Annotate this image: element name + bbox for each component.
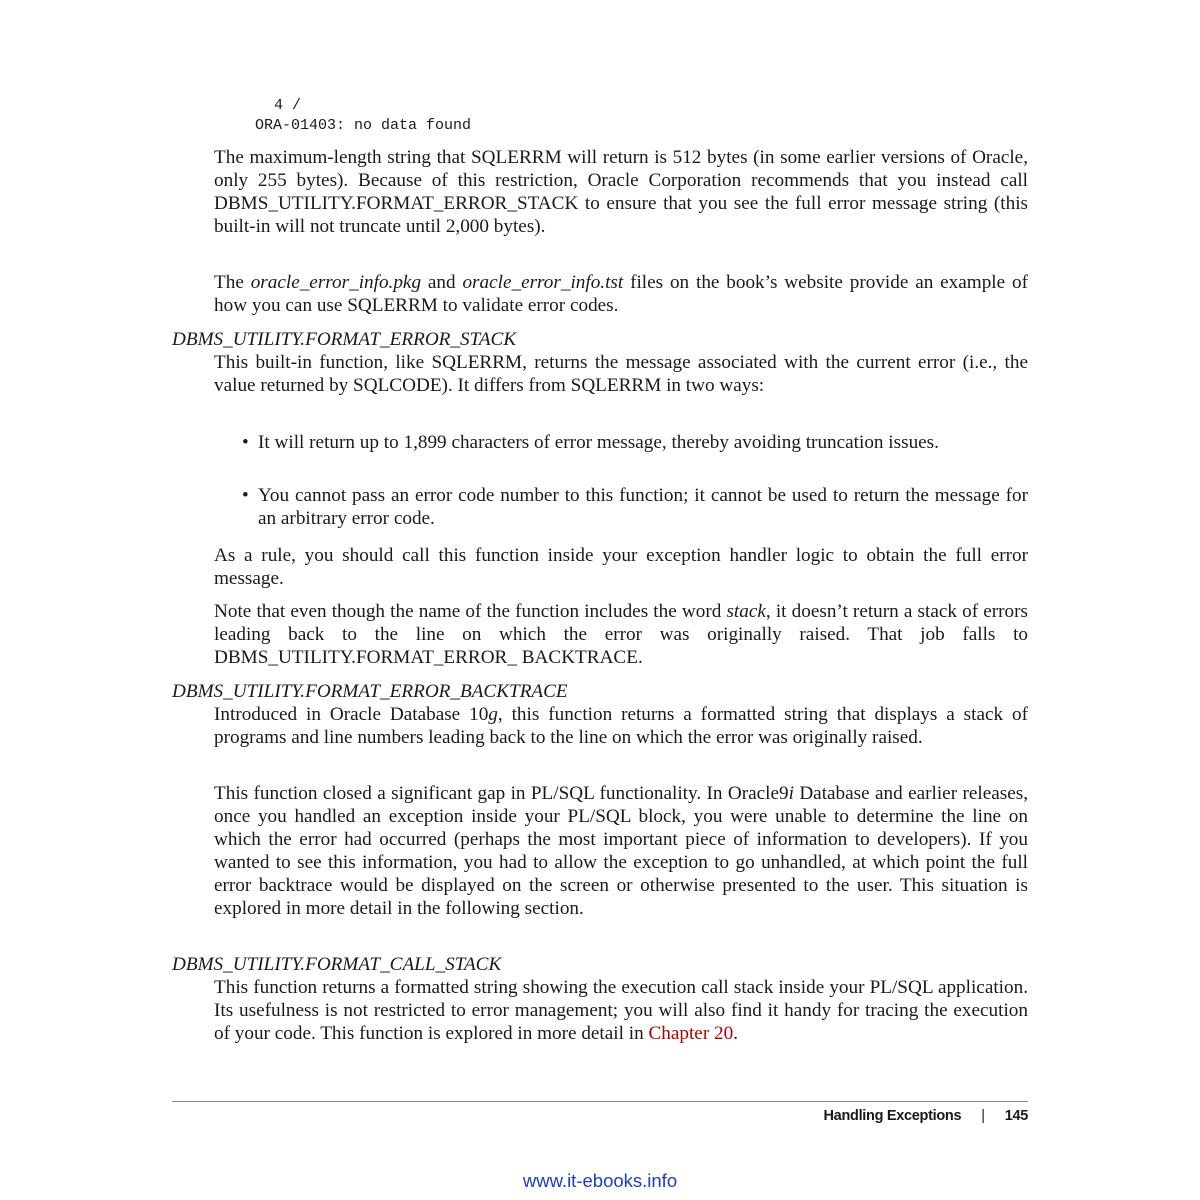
text-span: Database and earlier releases, once you handled an exception inside your PL/SQL block, you were unable to determine the line on which the error had occurred (perhaps the most important piece of information to developers). If you wanted to see this information, you had to allow the exception to go unhandled, at which point the full error backtrace would be displayed on the screen or otherwise presented to the user. This situation is explored in more detail in the following section. <box>214 783 1028 919</box>
term-format-error-stack: DBMS_UTILITY.FORMAT_ERROR_STACK <box>172 329 517 350</box>
error-stack-paragraph-2: As a rule, you should call this function inside your exception handler logic to obtain the full error message. <box>214 545 1028 589</box>
error-stack-paragraph-3 <box>214 600 1028 669</box>
chapter-20-link[interactable]: Chapter 20 <box>648 1023 734 1044</box>
backtrace-paragraph-1 <box>214 703 1028 749</box>
text-span: Introduced in Oracle Database 10 <box>214 704 489 725</box>
bullet-item-2 <box>242 484 1028 530</box>
text-span: and <box>421 272 463 293</box>
text-span: , this function returns a formatted string that displays a stack of programs and line numbers leading back to the line on which the error was originally raised. <box>214 704 1028 748</box>
emphasis-i: i <box>788 783 794 804</box>
call-stack-paragraph-1 <box>214 976 1028 1045</box>
bullet-text: You cannot pass an error code number to this function; it cannot be used to return the message for an arbitrary error code. <box>258 485 1028 529</box>
text-span: files on the book’s website provide an example of how you can use SQLERRM to validate error codes. <box>214 272 1028 316</box>
page-number: 145 <box>1004 1108 1028 1124</box>
text-span: Note that even though the name of the function includes the word <box>214 601 727 622</box>
bullet-text: It will return up to 1,899 characters of error message, thereby avoiding truncation issues. <box>258 432 939 453</box>
filename-pkg: oracle_error_info.pkg <box>250 272 422 293</box>
backtrace-paragraph-2 <box>214 782 1028 920</box>
emphasis-g: g <box>488 704 498 725</box>
filename-tst: oracle_error_info.tst <box>462 272 624 293</box>
text-span: . <box>733 1023 738 1044</box>
code-line-2: ORA-01403: no data found <box>255 117 472 134</box>
text-span: This function returns a formatted string showing the execution call stack inside your PL/SQL application. Its usefulness is not restricted to error management; you will also find it handy for tracing the execution of your code. This function is explored in more detail in <box>214 977 1028 1044</box>
sqlerrm-paragraph-1: The maximum-length string that SQLERRM will return is 512 bytes (in some earlier versions of Oracle, only 255 bytes). Because of this restriction, Oracle Corporation recommends that you instead call DBMS_UTILITY.FORMAT_ERROR_STACK to ensure that you see the full error message string (this built-in will not truncate until 2,000 bytes). <box>214 147 1028 237</box>
text-span: This function closed a significant gap in PL/SQL functionality. In Oracle9 <box>214 783 789 804</box>
text-span: , it doesn’t return a stack of errors leading back to the line on which the error was originally raised. That job falls to DBMS_UTILITY.FORMAT_ERROR_ BACKTRACE. <box>214 601 1028 668</box>
footer-section-title: Handling Exceptions <box>823 1108 962 1124</box>
page-footer <box>824 1108 1028 1124</box>
site-watermark-link[interactable]: www.it-ebooks.info <box>522 1170 678 1191</box>
bullet-dot: • <box>242 485 249 506</box>
error-stack-paragraph-1: This built-in function, like SQLERRM, returns the message associated with the current error (i.e., the value returned by SQLCODE). It differs from SQLERRM in two ways: <box>214 352 1028 396</box>
bullet-item-1 <box>242 431 1028 454</box>
text-span: The <box>214 272 251 293</box>
term-format-call-stack: DBMS_UTILITY.FORMAT_CALL_STACK <box>172 954 502 975</box>
emphasis-stack: stack <box>726 601 766 622</box>
sqlerrm-paragraph-2 <box>214 271 1028 317</box>
bullet-dot: • <box>242 432 249 453</box>
term-format-error-backtrace: DBMS_UTILITY.FORMAT_ERROR_BACKTRACE <box>172 681 568 702</box>
footer-separator: | <box>981 1108 985 1124</box>
code-line-1: 4 / <box>274 97 302 114</box>
footer-rule <box>172 1101 1028 1102</box>
